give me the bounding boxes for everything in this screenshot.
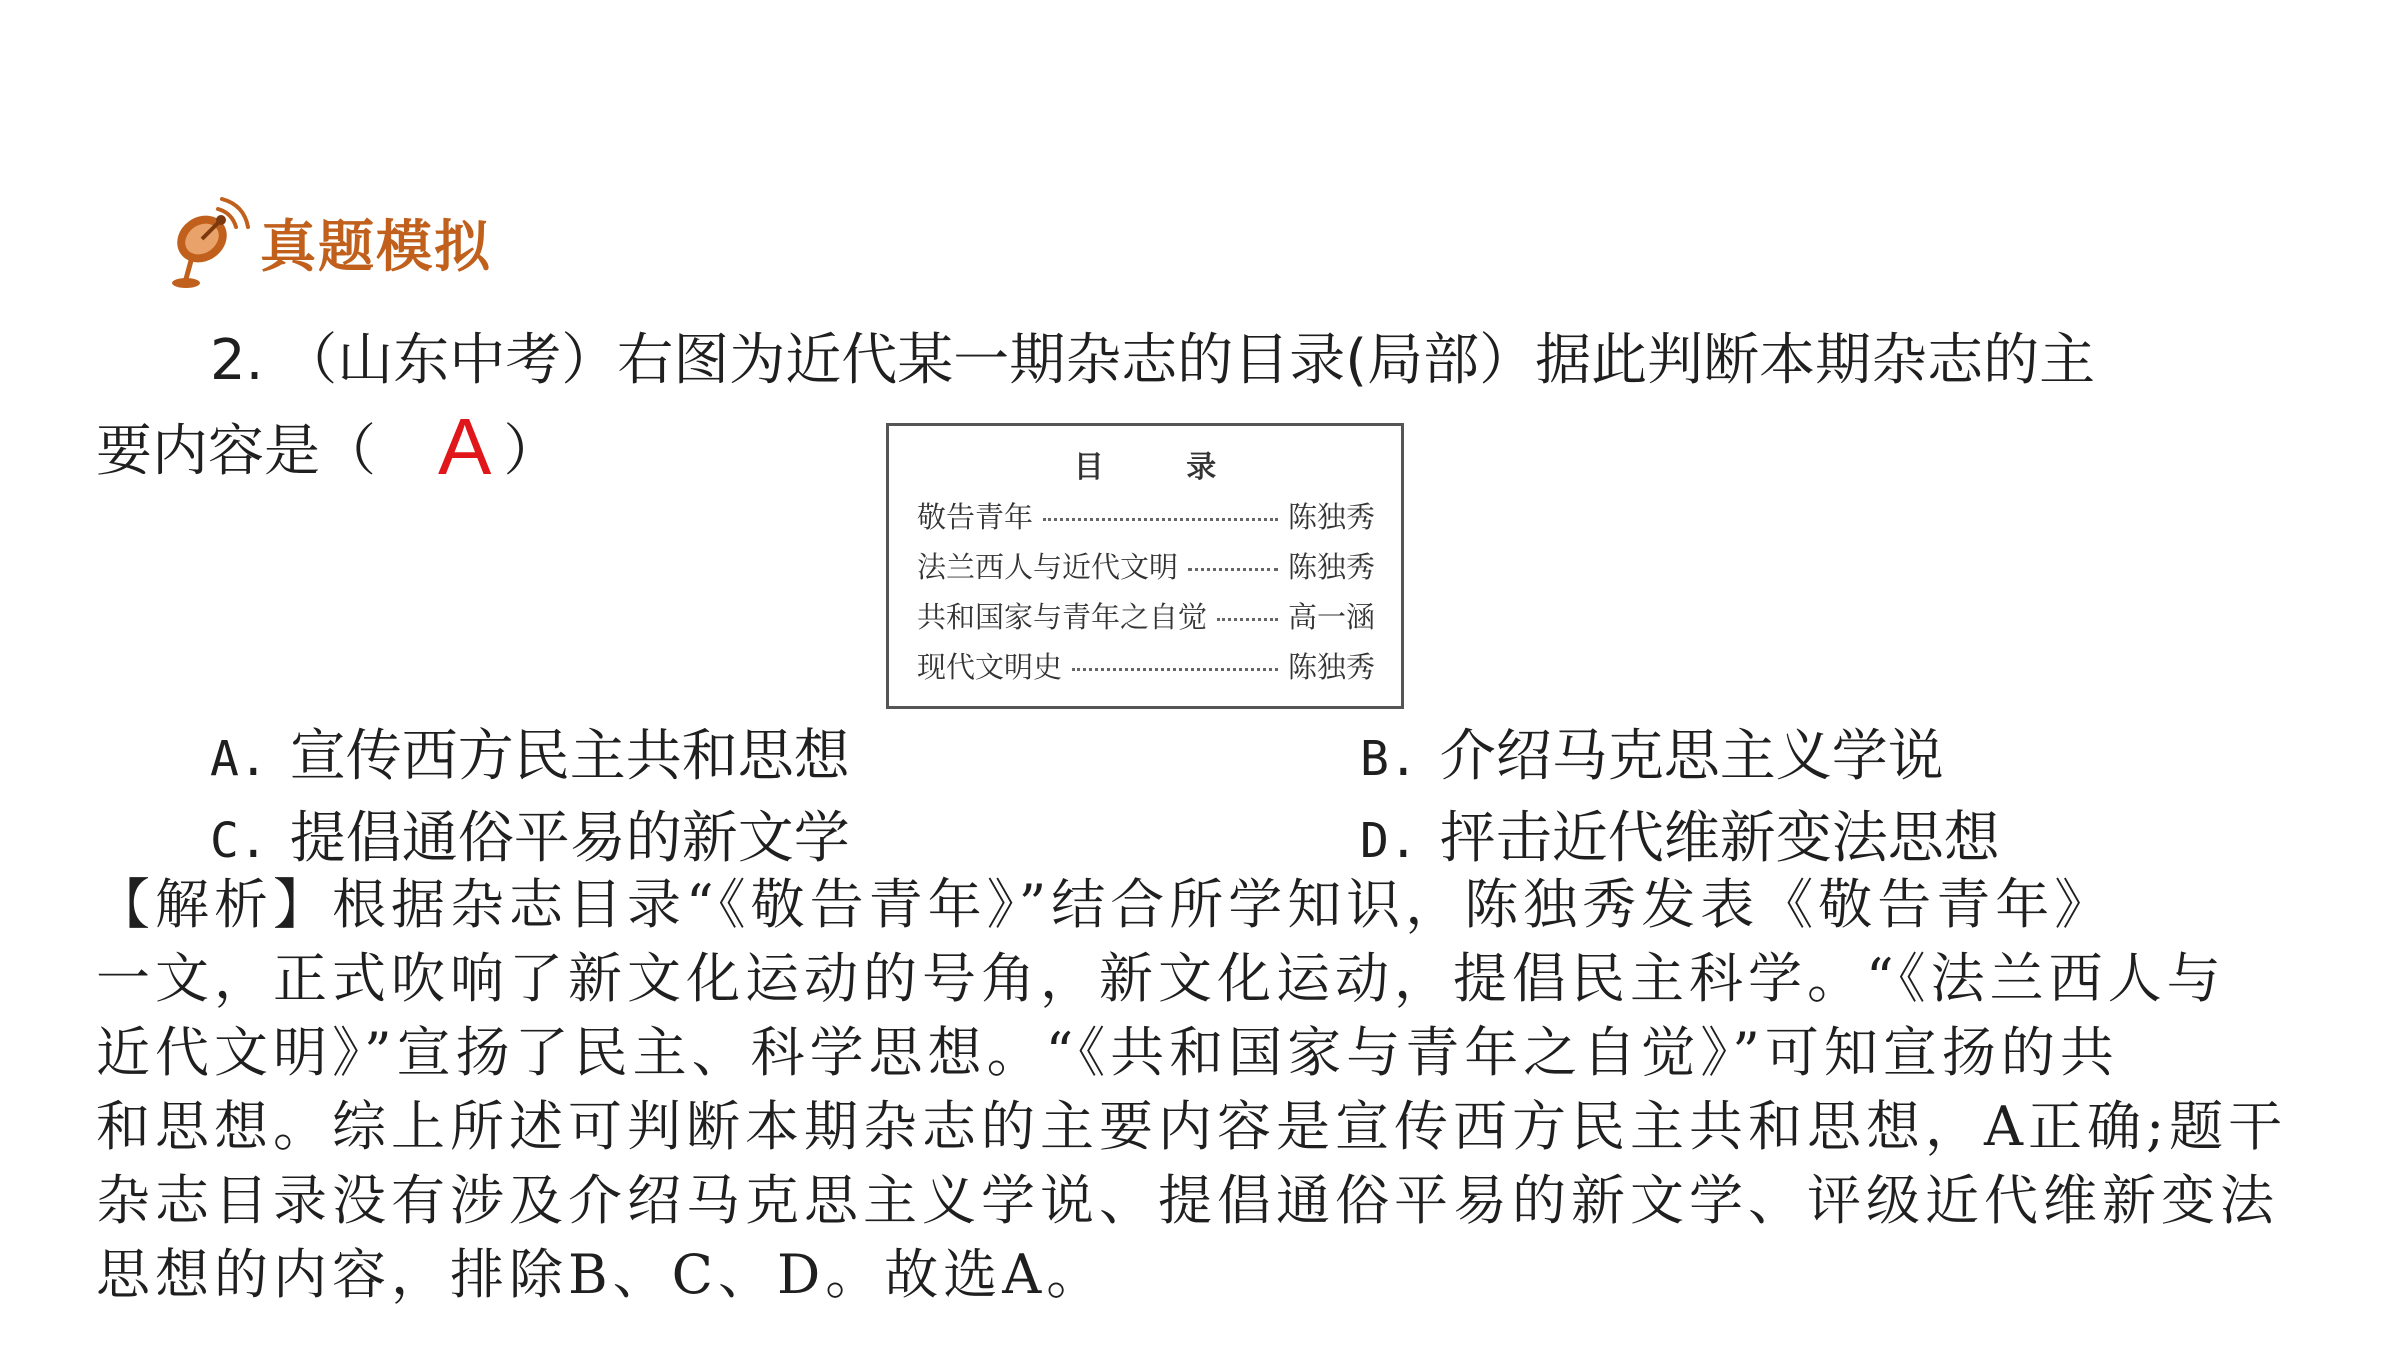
option-text: 介绍马克思主义学说 <box>1439 724 1944 789</box>
toc-leader-dots <box>1188 568 1278 571</box>
analysis-line: 【解析】根据杂志目录“《敬告青年》”结合所学知识，陈独秀发表《敬告青年》 <box>96 873 2114 936</box>
section-header <box>168 198 492 288</box>
toc-entry <box>889 490 1401 540</box>
question-line-2-prefix: 要内容是（ <box>96 419 376 484</box>
option-letter: B. <box>1360 731 1418 787</box>
option-letter: D. <box>1360 813 1418 869</box>
toc-entry-author: 高一涵 <box>1287 599 1375 634</box>
option-text: 提倡通俗平易的新文学 <box>289 806 850 871</box>
analysis-line: 和思想。综上所述可判断本期杂志的主要内容是宣传西方民主共和思想，A正确;题干 <box>96 1095 2288 1158</box>
toc-entry-title: 敬告青年 <box>917 499 1034 534</box>
toc-entry-author: 陈独秀 <box>1287 499 1375 534</box>
toc-entry <box>889 540 1401 590</box>
toc-entry-title: 法兰西人与近代文明 <box>917 549 1179 584</box>
option-text: 抨击近代维新变法思想 <box>1439 806 2000 871</box>
magazine-toc-figure <box>886 423 1404 709</box>
analysis-line: 近代文明》”宣扬了民主、科学思想。“《共和国家与青年之自觉》”可知宣扬的共 <box>96 1021 2119 1084</box>
analysis-line: 一文，正式吹响了新文化运动的号角，新文化运动，提倡民主科学。“《法兰西人与 <box>96 947 2226 1010</box>
analysis-text <box>96 868 2336 1312</box>
satellite-dish-icon <box>168 195 250 291</box>
toc-entry-title: 现代文明史 <box>917 649 1063 684</box>
toc-leader-dots <box>1043 518 1278 521</box>
option-a <box>210 712 850 792</box>
question-line-2-suffix: ） <box>503 419 560 484</box>
option-b <box>1360 712 1944 792</box>
analysis-line: 思想的内容，排除B、C、D。故选A。 <box>96 1243 1106 1306</box>
toc-leader-dots <box>1072 668 1278 671</box>
toc-entry <box>889 640 1401 690</box>
question-line-1: 2. （山东中考）右图为近代某一期杂志的目录(局部）据此判断本期杂志的主 <box>210 328 2096 393</box>
toc-entry-author: 陈独秀 <box>1287 649 1375 684</box>
option-c <box>210 794 850 874</box>
toc-title: 目 录 <box>1073 450 1253 485</box>
toc-entry-author: 陈独秀 <box>1287 549 1375 584</box>
toc-entry <box>889 590 1401 640</box>
option-letter: C. <box>210 813 268 869</box>
option-text: 宣传西方民主共和思想 <box>289 724 850 789</box>
analysis-line: 杂志目录没有涉及介绍马克思主义学说、提倡通俗平易的新文学、评级近代维新变法 <box>96 1169 2279 1232</box>
answer-mark: A <box>438 402 492 491</box>
option-letter: A. <box>210 731 268 787</box>
section-title: 真题模拟 <box>260 215 492 280</box>
option-d <box>1360 794 2000 874</box>
toc-leader-dots <box>1217 618 1278 621</box>
toc-entry-title: 共和国家与青年之自觉 <box>917 599 1208 634</box>
